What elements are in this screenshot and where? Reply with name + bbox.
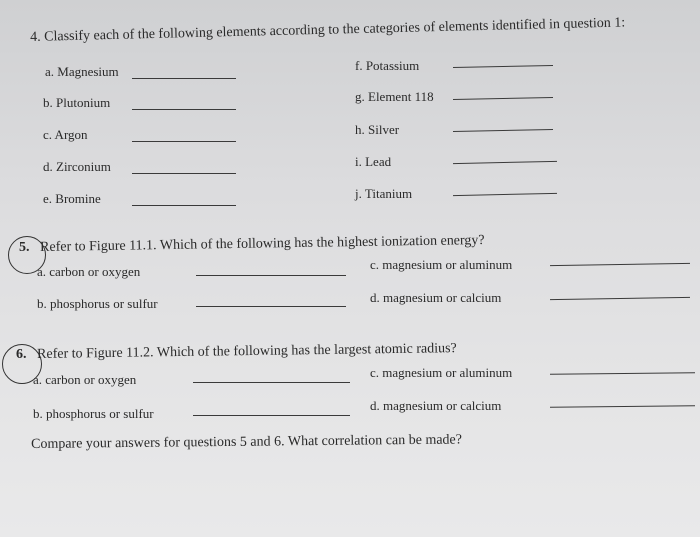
q6-option-a-label: a. carbon or oxygen bbox=[33, 372, 137, 387]
q5-number: 5. bbox=[19, 240, 30, 255]
q4-item-i-label: i. Lead bbox=[355, 154, 392, 169]
q5-option-d-label: d. magnesium or calcium bbox=[370, 290, 502, 305]
q6-number: 6. bbox=[16, 347, 27, 362]
q6-option-d-label: d. magnesium or calcium bbox=[370, 398, 502, 413]
q6-option-b-blank[interactable] bbox=[193, 415, 350, 416]
q4-item-b-blank[interactable] bbox=[132, 109, 236, 110]
q4-item-d-label: d. Zirconium bbox=[43, 159, 111, 174]
q4-item-g-blank[interactable] bbox=[453, 97, 553, 100]
q4-item-c-blank[interactable] bbox=[132, 141, 236, 142]
q6-option-d-blank[interactable] bbox=[550, 405, 695, 408]
q5-prompt: Refer to Figure 11.1. Which of the following has the highest ionization energy? bbox=[40, 233, 485, 255]
q5-option-b-label: b. phosphorus or sulfur bbox=[37, 296, 158, 311]
q6-option-c-blank[interactable] bbox=[550, 372, 695, 375]
q6-option-b-label: b. phosphorus or sulfur bbox=[33, 406, 154, 421]
q4-item-d-blank[interactable] bbox=[132, 173, 236, 174]
q5-option-c-blank[interactable] bbox=[550, 263, 690, 266]
q5-option-c-label: c. magnesium or aluminum bbox=[370, 257, 513, 272]
q4-item-h-blank[interactable] bbox=[453, 129, 553, 132]
q4-item-g-label: g. Element 118 bbox=[355, 89, 434, 104]
q4-item-f-blank[interactable] bbox=[453, 65, 553, 68]
q4-item-b-label: b. Plutonium bbox=[43, 95, 111, 110]
q4-item-j-label: j. Titanium bbox=[355, 186, 413, 201]
q6-prompt: Refer to Figure 11.2. Which of the following has the largest atomic radius? bbox=[37, 341, 457, 362]
q4-item-f-label: f. Potassium bbox=[355, 58, 420, 73]
q4-item-e-label: e. Bromine bbox=[43, 191, 101, 206]
q4-item-h-label: h. Silver bbox=[355, 122, 400, 137]
q4-item-e-blank[interactable] bbox=[132, 205, 236, 206]
q4-item-c-label: c. Argon bbox=[43, 127, 88, 142]
q4-prompt: 4. Classify each of the following elements according to the categories of elements identified in question 1: bbox=[30, 15, 626, 45]
q6-option-c-label: c. magnesium or aluminum bbox=[370, 365, 513, 380]
q4-item-a-label: a. Magnesium bbox=[45, 64, 119, 79]
q6-followup: Compare your answers for questions 5 and 6. What correlation can be made? bbox=[31, 432, 463, 452]
q4-item-i-blank[interactable] bbox=[453, 161, 557, 164]
q5-option-a-label: a. carbon or oxygen bbox=[37, 264, 141, 279]
q4-item-a-blank[interactable] bbox=[132, 78, 236, 79]
q5-option-d-blank[interactable] bbox=[550, 297, 690, 300]
q6-option-a-blank[interactable] bbox=[193, 382, 350, 383]
q5-option-a-blank[interactable] bbox=[196, 275, 346, 276]
bleed-through-text bbox=[240, 92, 253, 108]
bleed-through-glyphs bbox=[240, 92, 253, 107]
q5-option-b-blank[interactable] bbox=[196, 306, 346, 307]
q4-item-j-blank[interactable] bbox=[453, 193, 557, 196]
